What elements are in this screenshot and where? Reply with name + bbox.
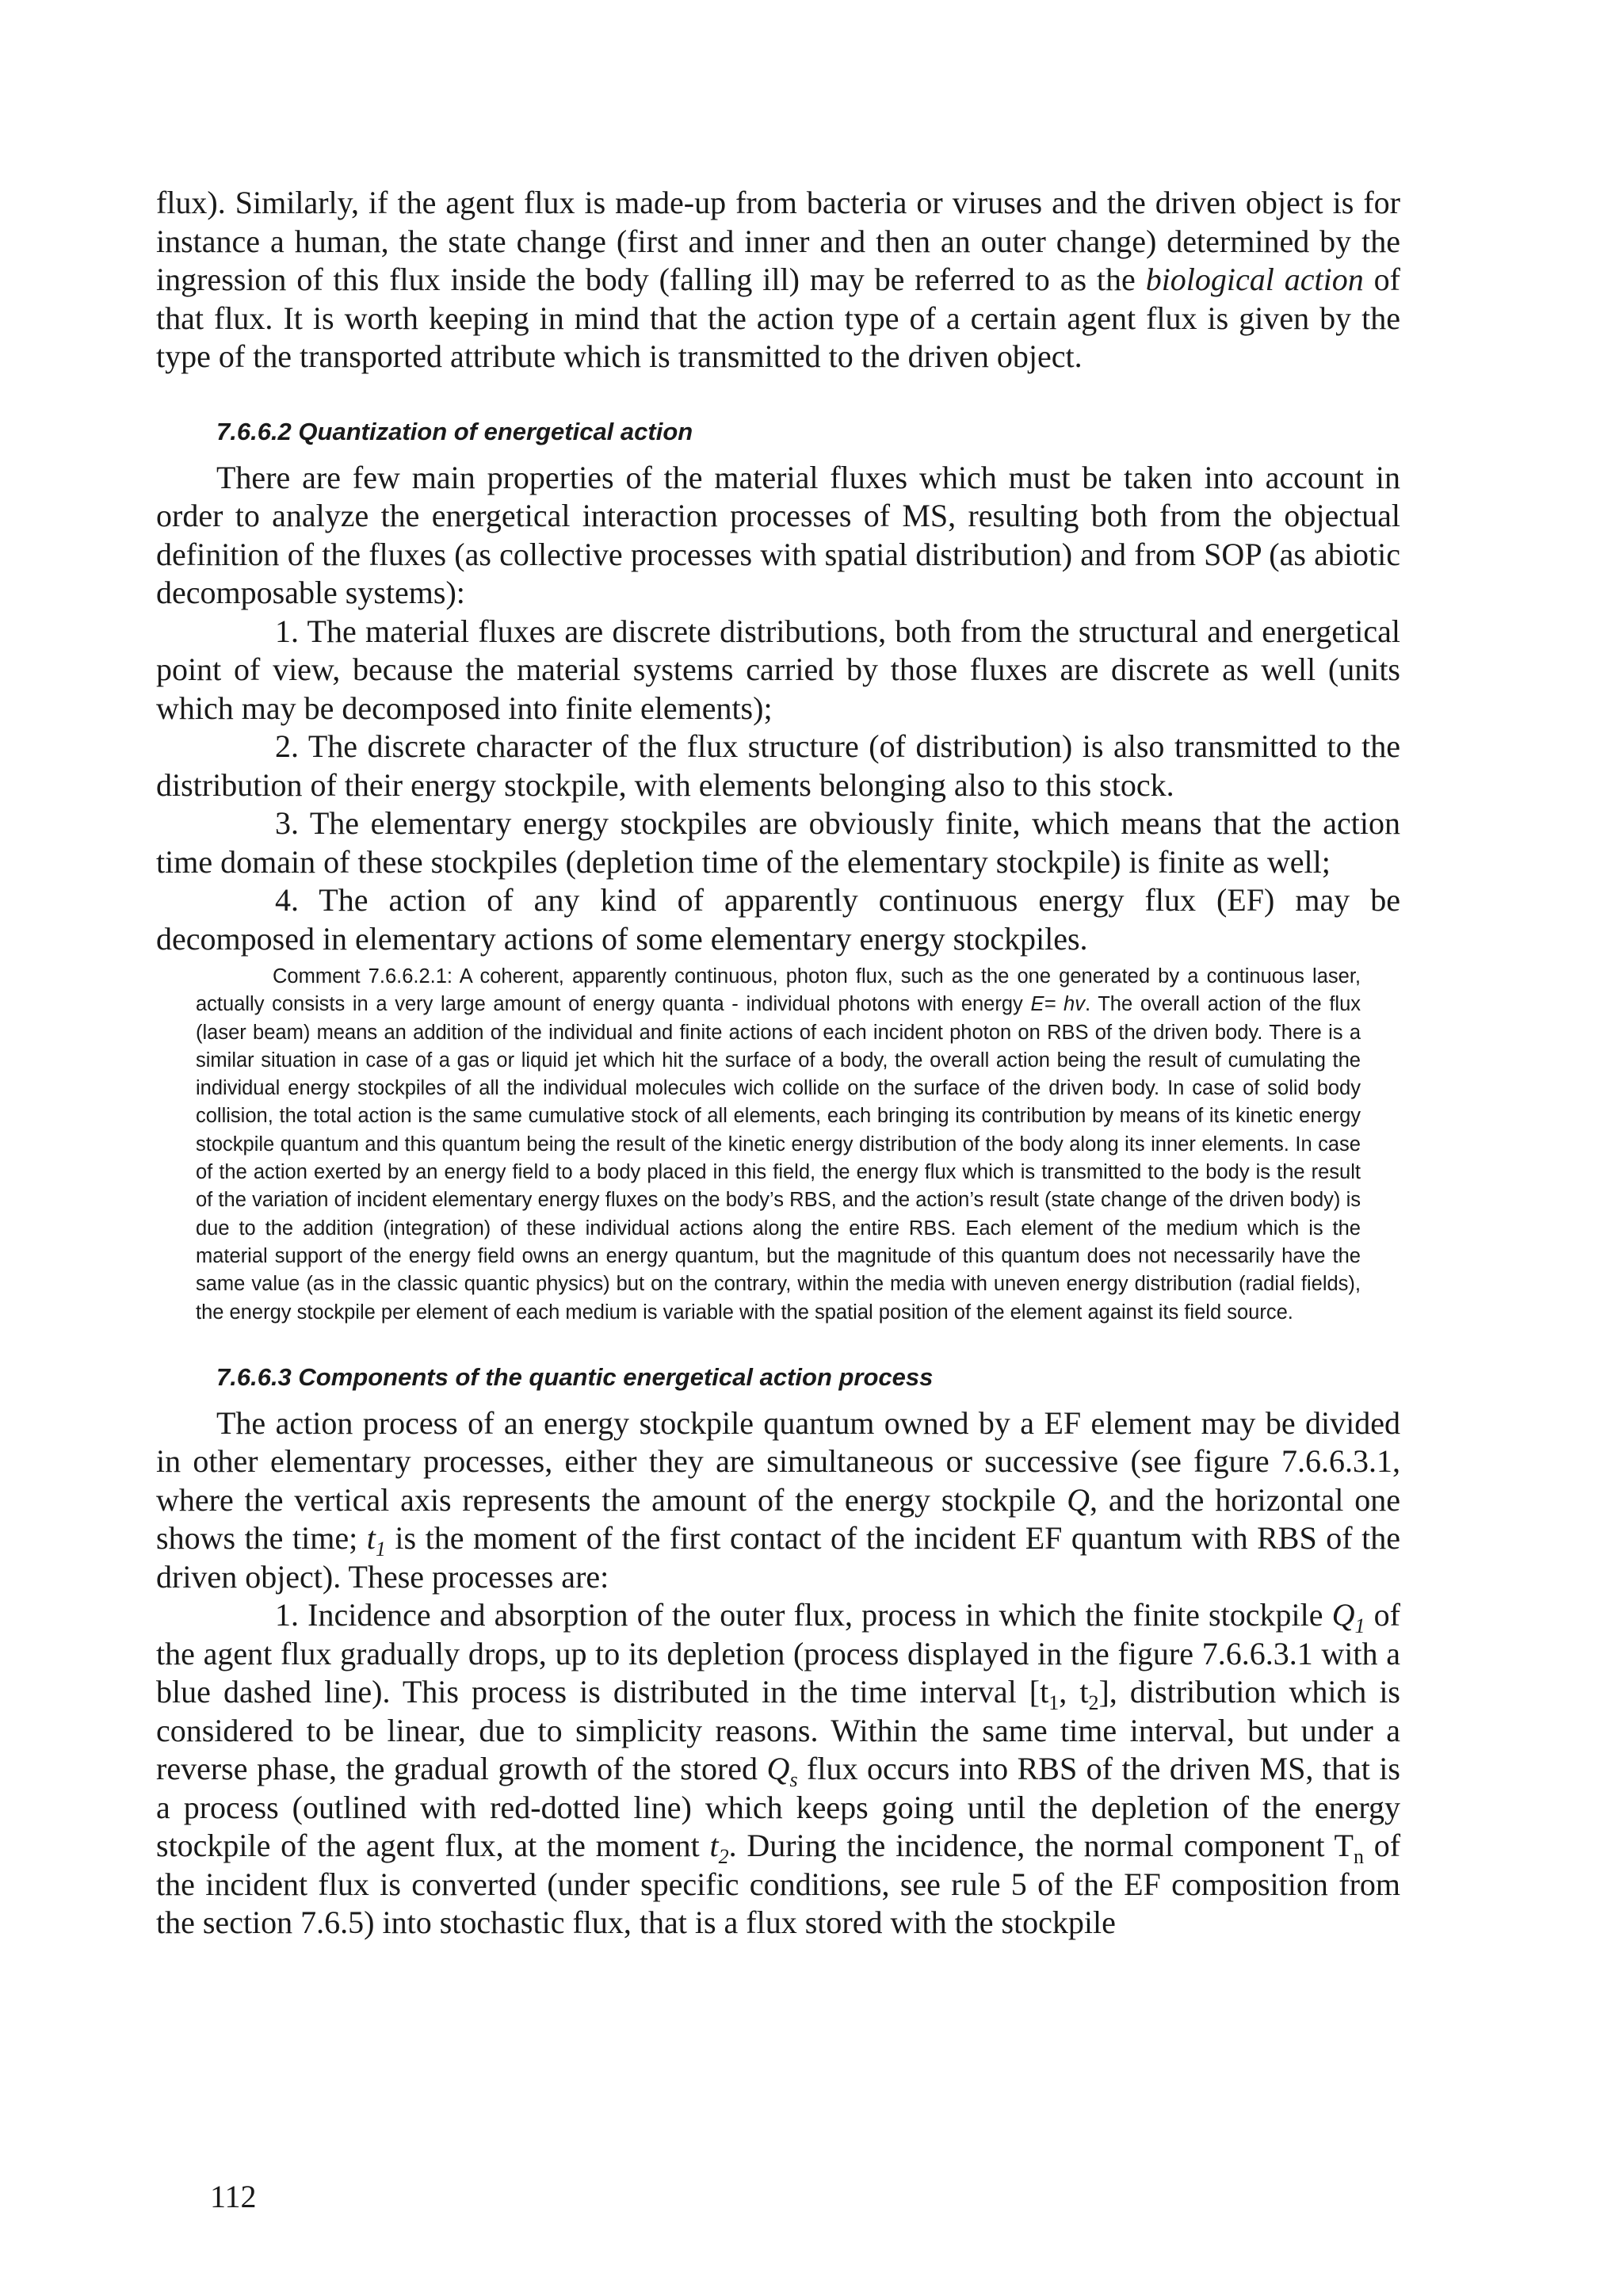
italic-symbol bbox=[766, 1751, 798, 1792]
paragraph-biological-action bbox=[156, 184, 1400, 376]
page-body bbox=[156, 184, 1400, 1943]
text-run: , t bbox=[1059, 1674, 1089, 1710]
symbol-base: t bbox=[366, 1520, 376, 1557]
paragraph-action-process bbox=[156, 1404, 1400, 1597]
italic-symbol bbox=[1331, 1597, 1365, 1638]
paragraph-flux-properties: There are few main properties of the material fluxes which must be taken into account in order to analyze the energetical interaction processes of MS, resulting both from the objectual definition of the fluxes (as collective processes with spatial distribution) and from SOP (as abiotic decomposable systems): bbox=[156, 459, 1400, 610]
list-item-4: 4. The action of any kind of apparently continuous energy flux (EF) may be decomposed in elementary actions of some elementary energy stockpiles. bbox=[156, 882, 1400, 957]
italic-symbol bbox=[366, 1520, 386, 1561]
text-run: of the agent flux gradually drops, up to its depletion (process displayed in the figure 7.6.6.3.1 with a blue dashed line). This process is distributed in the time interval [t bbox=[156, 1597, 1400, 1710]
text-run: , and the horizontal one shows the time; bbox=[156, 1481, 1401, 1557]
text-run: flux). Similarly, if the agent flux is made-up from bacteria or viruses and the driven object is for instance a human, the state change (first and inner and then an outer change) determined by the ingression of this flux inside the body (falling ill) may be referred to as the bbox=[156, 185, 1400, 297]
text-run: ], distribution which is considered to be linear, due to simplicity reasons. Within the same time interval, but under a reverse phase, the gradual growth of the stored bbox=[156, 1674, 1400, 1787]
list-item-incidence bbox=[156, 1596, 1400, 1943]
text-run: The action process of an energy stockpile quantum owned by a EF element may be divided in other elementary processes, either they are simultaneous or successive (see figure 7.6.6.3.1, where the vertical axis represents the amount of the energy stockpile bbox=[156, 1404, 1400, 1518]
text-run: of that flux. It is worth keeping in mind that the action type of a certain agent flux is given by the type of the transported attribute which is transmitted to the driven object. bbox=[156, 262, 1400, 374]
subscript: 1 bbox=[1048, 1691, 1060, 1715]
section-heading-7-6-6-3: 7.6.6.3 Components of the quantic energetical action process bbox=[216, 1362, 934, 1391]
text-run: . The overall action of the flux (laser beam) means an addition of the individual and finite actions of each incident photon on RBS of the driven body. There is a similar situation in case of a gas or liquid jet which hit the surface of a body, the overall action being the result of cumulating the individual energy stockpiles of all the individual molecules wich collide on the surface of the driven body. In case of solid body collision, the total action is the same cumulative stock of all elements, each bringing its contribution by means of its kinetic energy stockpile quantum and this quantum being the result of the kinetic energy distribution of the body along its inner elements. In case of the action exerted by an energy field to a body placed in this field, the energy flux which is transmitted to the body is the result of the variation of incident elementary energy fluxes on the body’s RBS, and the action’s result (state change of the driven body) is due to the addition (integration) of these individual actions along the entire RBS. Each element of the medium which is the material support of the energy field owns an energy quantum, but the magnitude of this quantum does not necessarily have the same value (as in the classic quantic physics) but on the contrary, within the media with uneven energy distribution (radial fields), the energy stockpile per element of each medium is variable with the spatial position of the element against its field source. bbox=[196, 993, 1361, 1324]
comment-7-6-6-2-1 bbox=[196, 963, 1361, 1327]
subscript: 1 bbox=[375, 1538, 386, 1561]
subscript: n bbox=[1353, 1845, 1364, 1869]
text-run: flux occurs into RBS of the driven MS, that is a process (outlined with red-dotted line) which keeps going until the depletion of the energy stockpile of the agent flux, at the moment bbox=[156, 1751, 1400, 1864]
italic-formula: E= hv bbox=[1030, 993, 1085, 1016]
list-item-2: 2. The discrete character of the flux structure (of distribution) is also transmitted to the distribution of their energy stockpile, with elements belonging also to this stock. bbox=[156, 728, 1400, 803]
list-item-3: 3. The elementary energy stockpiles are obviously finite, which means that the action time domain of these stockpiles (depletion time of the elementary stockpile) is finite as well; bbox=[156, 805, 1400, 880]
italic-symbol: Q bbox=[1067, 1481, 1090, 1518]
text-run: 1. Incidence and absorption of the outer flux, process in which the finite stockpile bbox=[275, 1597, 1332, 1633]
text-run: Comment 7.6.6.2.1: A coherent, apparently continuous, photon flux, such as the one generated by a continuous laser, actually consists in a very large amount of energy quanta - individual photons with energy bbox=[196, 965, 1361, 1016]
subscript: 2 bbox=[1088, 1691, 1099, 1715]
text-run: of the incident flux is converted (under specific conditions, see rule 5 of the EF composition from the section 7.6.5) into stochastic flux, that is a flux stored with the stockpile bbox=[156, 1828, 1401, 1941]
symbol-base: t bbox=[709, 1828, 719, 1864]
subscript: 2 bbox=[718, 1845, 729, 1869]
text-run: . During the incidence, the normal component T bbox=[728, 1828, 1354, 1864]
symbol-base: Q bbox=[1331, 1597, 1355, 1633]
subscript: s bbox=[789, 1768, 798, 1792]
section-heading-7-6-6-2: 7.6.6.2 Quantization of energetical action bbox=[216, 417, 693, 445]
symbol-base: Q bbox=[766, 1751, 790, 1787]
subscript: 1 bbox=[1354, 1614, 1365, 1638]
list-item-1: 1. The material fluxes are discrete distributions, both from the structural and energetical point of view, because the material systems carried by those fluxes are discrete as well (units which may be decomposed into finite elements); bbox=[156, 613, 1400, 726]
text-run: is the moment of the first contact of the incident EF quantum with RBS of the driven object). These processes are: bbox=[156, 1520, 1401, 1595]
page-number: 112 bbox=[210, 2179, 257, 2214]
italic-symbol bbox=[709, 1828, 729, 1869]
italic-term: biological action bbox=[1145, 262, 1364, 297]
